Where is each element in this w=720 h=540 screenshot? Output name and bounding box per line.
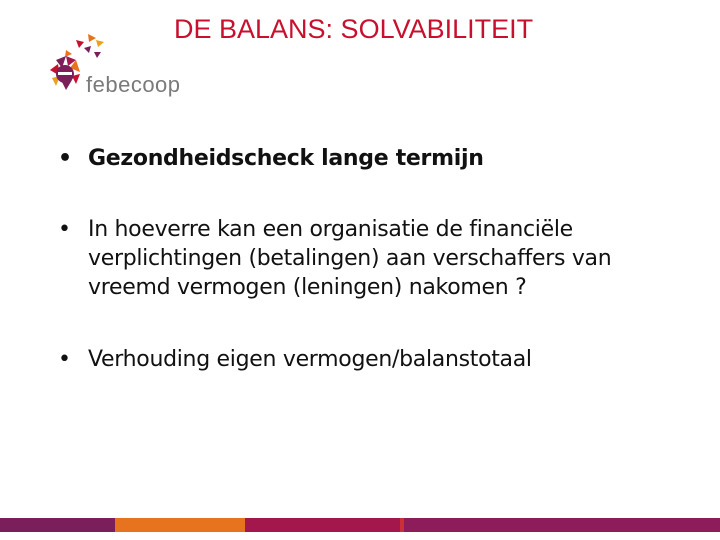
footer-segment: [115, 518, 245, 532]
bullet-text: In hoeverre kan een organisatie de financiële verplichtingen (betalingen) aan verschaffers van vreemd vermogen (leningen) nakomen ?: [88, 217, 612, 300]
logo-text: febecoop: [86, 72, 181, 97]
slide-title: DE BALANS: SOLVABILITEIT: [174, 14, 534, 44]
footer-color-bar: [0, 518, 720, 532]
bullet-list: [58, 144, 698, 374]
bullet-item: [58, 144, 698, 173]
bullet-text: Verhouding eigen vermogen/balanstotaal: [88, 347, 532, 372]
footer-segment: [245, 518, 400, 532]
footer-segment: [0, 518, 115, 532]
febecoop-logo: [38, 30, 181, 106]
bullet-text: Gezondheidscheck lange termijn: [88, 146, 484, 171]
bullet-marker: •: [58, 347, 71, 372]
bullet-marker: •: [58, 146, 72, 171]
footer-segment: [404, 518, 720, 532]
bullet-marker: •: [58, 217, 71, 242]
bullet-item: [58, 215, 698, 302]
bullet-item: [58, 345, 698, 374]
